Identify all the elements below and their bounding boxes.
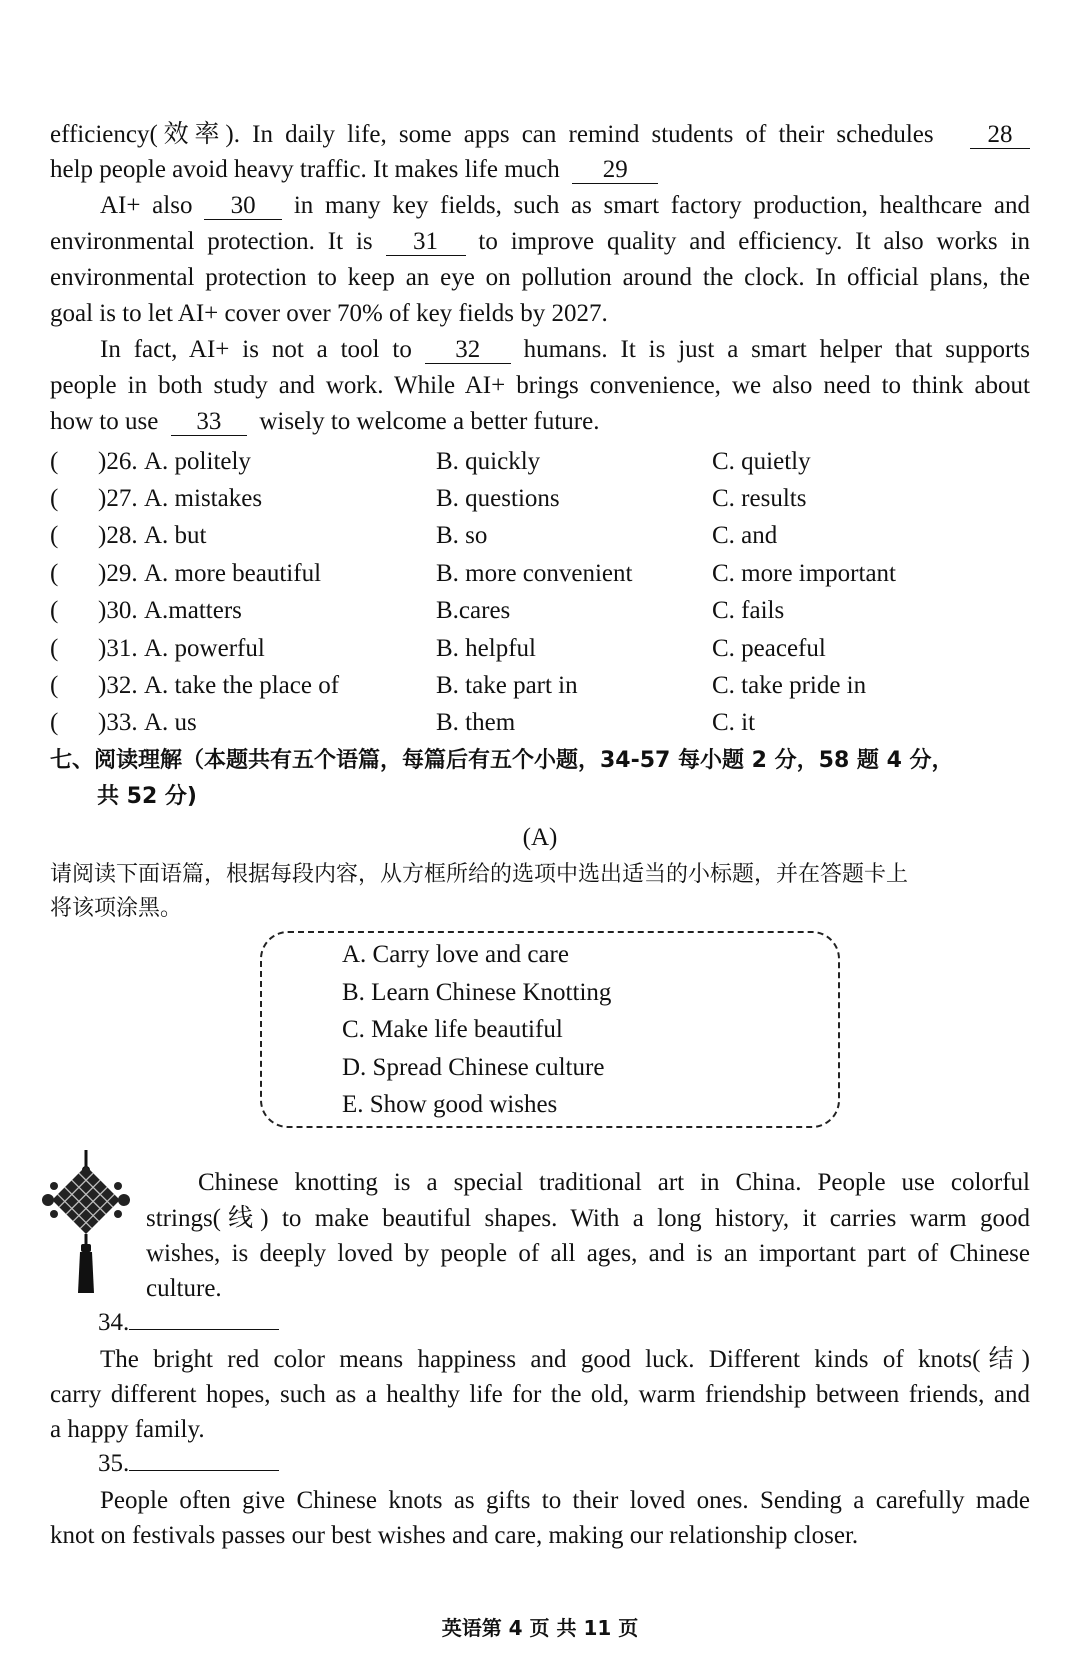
- option-a: A. us: [144, 709, 197, 736]
- option-b: B. questions: [436, 485, 560, 512]
- option-a: A. more beautiful: [144, 560, 322, 587]
- question-row: [50, 555, 1030, 592]
- question-number: )26.: [98, 448, 138, 475]
- box-option-b: B. Learn Chinese Knotting: [342, 979, 612, 1006]
- option-c: C. take pride in: [712, 672, 867, 699]
- answer-bracket[interactable]: (: [50, 485, 59, 512]
- heading-options-box: [260, 931, 840, 1128]
- blank-33: 33: [171, 409, 247, 436]
- option-b: B. more convenient: [436, 560, 633, 587]
- passage-line-9: how to use 33 wisely to welcome a better future.: [50, 408, 600, 435]
- option-a: A. powerful: [144, 635, 265, 662]
- option-b: B. take part in: [436, 672, 578, 699]
- option-c: C. results: [712, 485, 807, 512]
- answer-blank-34: 34.: [98, 1305, 279, 1340]
- question-row: [50, 443, 1030, 480]
- option-c: C. and: [712, 522, 778, 549]
- answer-line-35[interactable]: [129, 1446, 279, 1471]
- option-c: C. more important: [712, 560, 896, 587]
- passage-line-6: goal is to let AI+ cover over 70% of key fields by 2027.: [50, 300, 608, 327]
- answer-bracket[interactable]: (: [50, 448, 59, 475]
- box-option-c: C. Make life beautiful: [342, 1016, 563, 1043]
- question-number: )29.: [98, 560, 138, 587]
- passage-a-p1-line2: strings(线) to make beautiful shapes. With a long history, it carries warm good: [146, 1205, 1030, 1232]
- answer-bracket[interactable]: (: [50, 560, 59, 587]
- instruction-text-cont: 将该项涂黑。: [50, 896, 183, 921]
- blank-30: 30: [204, 193, 282, 220]
- passage-line-2: help people avoid heavy traffic. It makes life much 29: [50, 151, 1030, 188]
- passage-line-5: environmental protection to keep an eye on pollution around the clock. In official plans, the: [50, 264, 1030, 291]
- question-number: )31.: [98, 635, 138, 662]
- blank-28: 28: [970, 122, 1030, 149]
- answer-line-34[interactable]: [129, 1305, 279, 1330]
- question-row: [50, 704, 1030, 741]
- option-b: B. quickly: [436, 448, 541, 475]
- box-option-a: A. Carry love and care: [342, 941, 569, 968]
- passage-a-p1-line3: wishes, is deeply loved by people of all ages, and is an important part of Chinese: [146, 1240, 1030, 1267]
- option-b: B. so: [436, 522, 488, 549]
- passage-line-7: In fact, AI+ is not a tool to 32 humans. It is just a smart helper that supports: [100, 336, 1031, 363]
- passage-line-3: AI+ also 30 in many key fields, such as smart factory production, healthcare and: [100, 192, 1031, 219]
- option-a: A. politely: [144, 448, 251, 475]
- option-c: C. fails: [712, 597, 785, 624]
- option-a: A. take the place of: [144, 672, 340, 699]
- passage-a-p1-line1: Chinese knotting is a special traditional art in China. People use colorful: [198, 1169, 1030, 1196]
- answer-bracket[interactable]: (: [50, 672, 59, 699]
- option-a: A. mistakes: [144, 485, 263, 512]
- question-number: )28.: [98, 522, 138, 549]
- section-title-cont: 共 52 分): [97, 784, 197, 809]
- instruction-text: 请阅读下面语篇，根据每段内容，从方框所给的选项中选出适当的小标题，并在答题卡上: [50, 862, 909, 887]
- option-a: A.matters: [144, 597, 242, 624]
- option-b: B. helpful: [436, 635, 536, 662]
- answer-bracket[interactable]: (: [50, 709, 59, 736]
- answer-bracket[interactable]: (: [50, 522, 59, 549]
- part-label: (A): [522, 824, 558, 851]
- passage-line-4: environmental protection. It is 31 to improve quality and efficiency. It also works in: [50, 228, 1030, 255]
- passage-a-p1-line4: culture.: [146, 1275, 222, 1302]
- question-number: )30.: [98, 597, 138, 624]
- question-row: [50, 480, 1030, 517]
- answer-bracket[interactable]: (: [50, 635, 59, 662]
- answer-bracket[interactable]: (: [50, 597, 59, 624]
- option-b: B. them: [436, 709, 516, 736]
- passage-line-1: efficiency(效率). In daily life, some apps can remind students of their schedules 28: [50, 116, 1030, 153]
- question-row: [50, 517, 1030, 554]
- passage-a-p2-line2: carry different hopes, such as a healthy life for the old, warm friendship between friends, and: [50, 1381, 1030, 1408]
- answer-blank-35: 35.: [98, 1446, 279, 1481]
- blank-32: 32: [425, 337, 511, 364]
- question-number: )33.: [98, 709, 138, 736]
- question-number: )32.: [98, 672, 138, 699]
- passage-a-p3-line1: People often give Chinese knots as gifts to their loved ones. Sending a carefully made: [100, 1487, 1030, 1514]
- page-footer: 英语第 4 页 共 11 页: [441, 1616, 639, 1640]
- section-title: 七、阅读理解（本题共有五个语篇，每篇后有五个小题，34-57 每小题 2 分，58 题 4 分，: [50, 748, 954, 773]
- question-row: [50, 667, 1030, 704]
- question-number: )27.: [98, 485, 138, 512]
- box-option-e: E. Show good wishes: [342, 1091, 558, 1118]
- passage-a-p2-line1: The bright red color means happiness and good luck. Different kinds of knots(结): [100, 1346, 1030, 1373]
- option-c: C. quietly: [712, 448, 811, 475]
- passage-a-p2-line3: a happy family.: [50, 1416, 205, 1443]
- passage-line-8: people in both study and work. While AI+ brings convenience, we also need to think about: [50, 372, 1030, 399]
- option-a: A. but: [144, 522, 207, 549]
- blank-31: 31: [386, 229, 466, 256]
- chinese-knot-icon: [40, 1150, 132, 1295]
- question-row: [50, 592, 1030, 629]
- box-option-d: D. Spread Chinese culture: [342, 1054, 605, 1081]
- blank-29: 29: [572, 157, 658, 184]
- passage-a-p3-line2: knot on festivals passes our best wishes and care, making our relationship closer.: [50, 1522, 859, 1549]
- question-row: [50, 630, 1030, 667]
- option-c: C. peaceful: [712, 635, 826, 662]
- option-b: B.cares: [436, 597, 511, 624]
- option-c: C. it: [712, 709, 756, 736]
